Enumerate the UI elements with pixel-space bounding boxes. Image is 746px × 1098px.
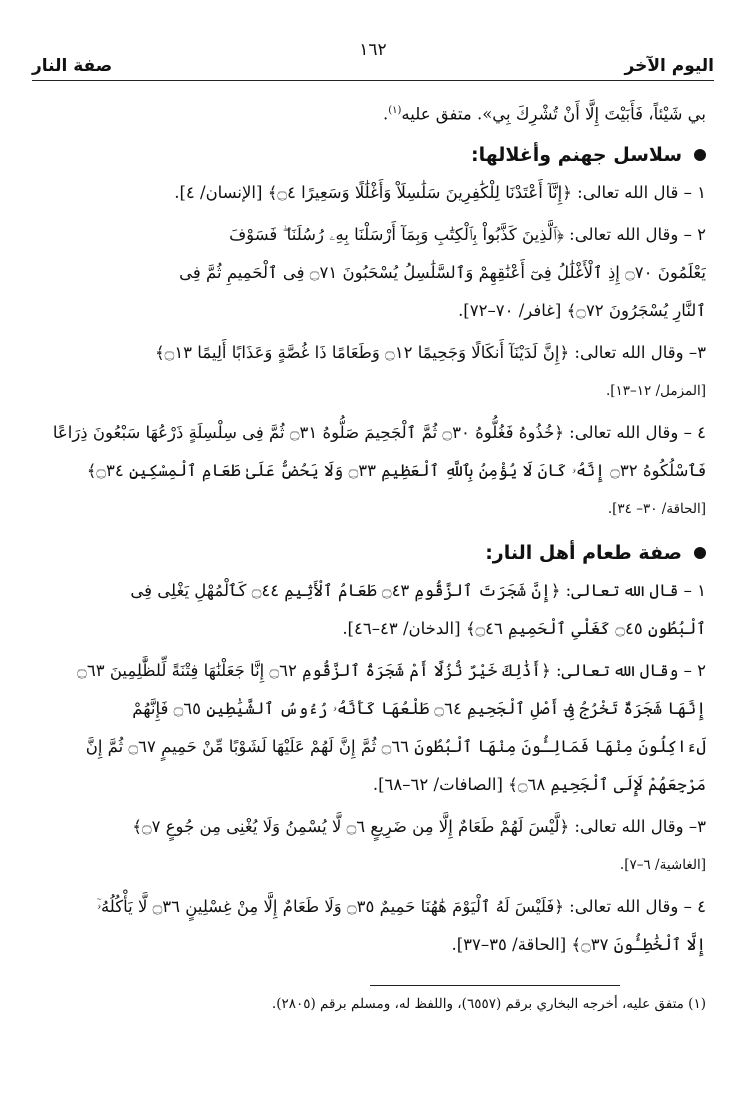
list-item: ٤ – وقال الله تعالى: ﴿خُذُوهُ فَغُلُّوهُ ۝٣٠ ثُمَّ ٱلْجَحِيمَ صَلُّوهُ ۝٣١ ثُمَّ فِى سِلْسِلَةٍ ذَرْعُهَا سَبْعُونَ ذِرَاعًا فَٱسْلُكُوهُ ۝٣٢ إِنَّهُۥ كَانَ لَا يُؤْمِنُ بِٱللَّهِ ٱلْعَظِيمِ ۝٣٣ وَلَا يَحُضُّ عَلَىٰ طَعَامِ ٱلْمِسْكِينِ ۝٣٤﴾ [الحاقة/ ٣٠– ٣٤]. [52, 422, 706, 517]
bullet-icon [694, 149, 706, 161]
section-heading: سلاسل جهنم وأغلالها: [44, 140, 706, 170]
page-body [44, 96, 706, 964]
list-item: ١ – قال الله تعالى: ﴿إِنَّ شَجَرَتَ ٱلزَّقُّومِ ۝٤٣ طَعَامُ ٱلْأَثِيمِ ۝٤٤ كَٱلْمُهْلِ يَغْلِى فِى ٱلْبُطُونِ ۝٤٥ كَغَلْىِ ٱلْحَمِيمِ ۝٤٦﴾ [الدخان/ ٤٣–٤٦]. [130, 580, 706, 638]
footnote: (١) متفق عليه، أخرجه البخاري برقم (٦٥٥٧)، واللفظ له، ومسلم برقم (٢٨٠٥). [271, 996, 706, 1012]
footnote-marker: (١) [388, 105, 402, 116]
list-item: ١ – قال الله تعالى: ﴿إِنَّآ أَعْتَدْنَا لِلْكَٰفِرِينَ سَلَٰسِلَاْ وَأَغْلَٰلًا وَسَعِيرًا ۝٤﴾ [الإنسان/ ٤]. [174, 182, 706, 202]
chapter-title: اليوم الآخر [624, 56, 714, 76]
page-header [32, 40, 714, 81]
list-item: ٣– وقال الله تعالى: ﴿إِنَّ لَدَيْنَآ أَنكَالًا وَجَحِيمًا ۝١٢ وَطَعَامًا ذَا غُصَّةٍ وَعَذَابًا أَلِيمًا ۝١٣﴾ [المزمل/ ١٢–١٣]. [154, 342, 706, 399]
intro-line: بي شَيْئاً، فَأَبَيْتَ إِلَّا أَنْ تُشْرِكَ بِي». متفق عليه$^{(١)}$. [382, 104, 706, 124]
list-item: ٣– وقال الله تعالى: ﴿لَّيْسَ لَهُمْ طَعَامٌ إِلَّا مِن ضَرِيعٍ ۝٦ لَّا يُسْمِنُ وَلَا يُغْنِى مِن جُوعٍ ۝٧﴾ [الغاشية/ ٦–٧]. [132, 816, 706, 873]
list-item: ٢ – وقال الله تعالى: ﴿ٱلَّذِينَ كَذَّبُواْ بِٱلْكِتَٰبِ وَبِمَآ أَرْسَلْنَا بِهِۦ رُسُلَنَا ۖ فَسَوْفَ يَعْلَمُونَ ۝٧٠ إِذِ ٱلْأَغْلَٰلُ فِىٓ أَعْنَٰقِهِمْ وَٱلسَّلَٰسِلُ يُسْحَبُونَ ۝٧١ فِى ٱلْحَمِيمِ ثُمَّ فِى ٱلنَّارِ يُسْجَرُونَ ۝٧٢﴾ [غافر/ ٧٠–٧٢]. [179, 224, 706, 320]
page-number: ١٦٢ [359, 40, 387, 60]
section-heading: صفة طعام أهل النار: [44, 538, 706, 568]
list-item: ٤ – وقال الله تعالى: ﴿فَلَيْسَ لَهُ ٱلْيَوْمَ هَٰهُنَا حَمِيمٌ ۝٣٥ وَلَا طَعَامٌ إِلَّا مِنْ غِسْلِينٍ ۝٣٦ لَّا يَأْكُلُهُۥٓ إِلَّا ٱلْخَٰطِـُٔونَ ۝٣٧﴾ [الحاقة/ ٣٥–٣٧]. [96, 896, 706, 954]
footnote-divider [370, 985, 620, 986]
bullet-icon [694, 547, 706, 559]
list-item: ٢ – وقال الله تعالى: ﴿أَذَٰلِكَ خَيْرٌ نُّزُلًا أَمْ شَجَرَةُ ٱلزَّقُّومِ ۝٦٢ إِنَّا جَعَلْنَٰهَا فِتْنَةً لِّلظَّٰلِمِينَ ۝٦٣ إِنَّهَا شَجَرَةٌ تَخْرُجُ فِىٓ أَصْلِ ٱلْجَحِيمِ ۝٦٤ طَلْعُهَا كَأَنَّهُۥ رُءُوسُ ٱلشَّيَٰطِينِ ۝٦٥ فَإِنَّهُمْ لَءَاكِلُونَ مِنْهَا فَمَالِـُٔونَ مِنْهَا ٱلْبُطُونَ ۝٦٦ ثُمَّ إِنَّ لَهُمْ عَلَيْهَا لَشَوْبًا مِّنْ حَمِيمٍ ۝٦٧ ثُمَّ إِنَّ مَرْجِعَهُمْ لَإِلَى ٱلْجَحِيمِ ۝٦٨﴾ [الصافات/ ٦٢–٦٨]. [77, 660, 706, 794]
section-title: صفة النار [32, 56, 113, 76]
